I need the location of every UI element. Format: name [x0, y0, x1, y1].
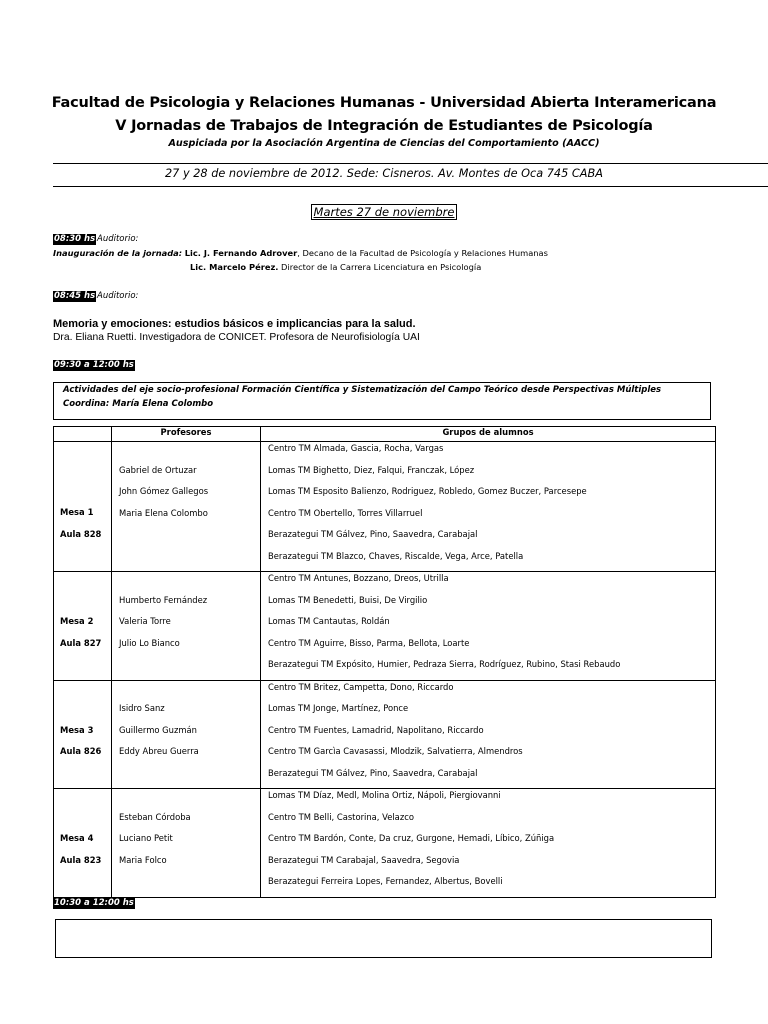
profesores-cell	[112, 572, 261, 681]
day-heading	[0, 203, 768, 221]
grupo-entry: Berazategui Ferreira Lopes, Fernandez, Albertus, Bovelli	[268, 876, 503, 886]
grupo-entry: Berazategui TM Gálvez, Pino, Saavedra, Carabajal	[268, 529, 478, 539]
grupo-entry: Lomas TM Díaz, Medl, Molina Ortiz, Nápoli, Piergiovanni	[268, 790, 501, 800]
grupo-entry: Berazategui TM Gálvez, Pino, Saavedra, Carabajal	[268, 767, 478, 778]
profesores-cell	[112, 680, 261, 789]
profesor-name: Esteban Córdoba	[119, 811, 191, 822]
time-tag-0845: 08:45 hs	[54, 291, 96, 301]
grupo-entry: Lomas TM Benedetti, Buisi, De Virgilio	[268, 594, 428, 605]
aula-label: Aula 826	[60, 746, 102, 756]
grupos-cell	[261, 442, 716, 572]
event-title: V Jornadas de Trabajos de Integración de Estudiantes de Psicología	[115, 118, 653, 134]
top-rule	[53, 163, 768, 164]
grupo-entry: Berazategui TM Expósito, Humier, Pedraza Sierra, Rodríguez, Rubino, Stasi Rebaudo	[268, 659, 621, 669]
faculty-title: Facultad de Psicologia y Relaciones Humanas - Universidad Abierta Interamericana	[51, 95, 717, 111]
mesa-cell	[54, 789, 112, 898]
mesa-cell	[54, 680, 112, 789]
aula-label: Aula 828	[60, 528, 102, 539]
coordinator-line	[63, 399, 213, 409]
header-grupos: Grupos de alumnos	[261, 427, 716, 442]
profesor-name: Julio Lo Bianco	[119, 637, 180, 648]
grupo-entry: Centro TM Bardón, Conte, Da cruz, Gurgone, Hemadi, Líbico, Zúñiga	[268, 833, 555, 843]
grupo-entry: Centro TM Almada, Gascia, Rocha, Vargas	[268, 443, 444, 453]
grupo-entry: Lomas TM Jonge, Martínez, Ponce	[268, 703, 409, 713]
profesores-cell	[112, 789, 261, 898]
activity-description: Actividades del eje socio-profesional Formación Científica y Sistematización del Campo Teórico desde Perspectivas Múltiples	[63, 385, 662, 395]
profesor-name: Luciano Petit	[119, 833, 173, 843]
table-row	[54, 442, 716, 572]
profesor-name: Maria Folco	[119, 854, 167, 865]
table-row	[54, 789, 716, 898]
profesor-name: Guillermo Guzmán	[119, 724, 197, 735]
mesa-cell	[54, 572, 112, 681]
table-row	[54, 680, 716, 789]
profesor-name: Gabriel de Ortuzar	[119, 464, 197, 475]
header-profesores: Profesores	[112, 427, 261, 442]
day-title: Martes 27 de noviembre	[311, 204, 458, 220]
profesor-name: Eddy Abreu Guerra	[119, 746, 199, 756]
schedule-table	[53, 426, 716, 898]
grupo-entry: Berazategui TM Carabajal, Saavedra, Segovia	[268, 854, 460, 865]
table-row	[54, 572, 716, 681]
inauguration-line: Inauguración de la jornada: Lic. J. Fernando Adrover, Decano de la Facultad de Psicología y Relaciones Humanas	[53, 248, 548, 258]
time-tag-1030: 10:30 a 12:00 hs	[54, 898, 134, 908]
profesor-name: John Gómez Gallegos	[119, 486, 209, 496]
inauguration-role-2: Director de la Carrera Licenciatura en Psicología	[278, 262, 482, 272]
profesor-name: Maria Elena Colombo	[119, 507, 208, 518]
inauguration-line-2	[190, 262, 481, 272]
mesa-label: Mesa 1	[60, 507, 94, 517]
table-header-row	[54, 427, 716, 442]
activity-box	[53, 382, 711, 420]
sponsor-line: Auspiciada por la Asociación Argentina de Ciencias del Comportamiento (AACC)	[168, 138, 600, 149]
grupo-entry: Centro TM Britez, Campetta, Dono, Riccardo	[268, 681, 454, 692]
aula-label: Aula 827	[60, 637, 102, 648]
inauguration-name-1: Lic. J. Fernando Adrover	[184, 248, 298, 258]
coordinator-label: Coordina	[63, 399, 106, 409]
speaker-line: Dra. Eliana Ruetti. Investigadora de CONICET. Profesora de Neurofisiología UAI	[53, 332, 420, 343]
date-venue-line: 27 y 28 de noviembre de 2012. Sede: Cisneros. Av. Montes de Oca 745 CABA	[165, 167, 603, 180]
coordinator-name: : María Elena Colombo	[105, 399, 214, 409]
grupo-entry: Lomas TM Esposito Balienzo, Rodriguez, Robledo, Gomez Buczer, Parcesepe	[268, 486, 587, 496]
inauguration-name-2: Lic. Marcelo Pérez.	[190, 262, 279, 272]
grupo-entry: Centro TM Aguirre, Bisso, Parma, Bellota, Loarte	[268, 637, 470, 648]
inauguration-label: Inauguración de la jornada	[53, 248, 179, 258]
mesa-cell	[54, 442, 112, 572]
grupo-entry: Lomas TM Cantautas, Roldán	[268, 616, 390, 626]
inauguration-role-1: , Decano de la Facultad de Psicología y Relaciones Humanas	[297, 248, 548, 258]
aula-label: Aula 823	[60, 854, 102, 865]
profesor-name: Valeria Torre	[119, 616, 171, 626]
time-tag-0830: 08:30 hs	[54, 234, 96, 244]
grupo-entry: Berazategui TM Blazco, Chaves, Riscalde, Vega, Arce, Patella	[268, 550, 524, 561]
grupos-cell	[261, 789, 716, 898]
empty-activity-box	[55, 919, 712, 958]
grupo-entry: Centro TM Obertello, Torres Villarruel	[268, 507, 423, 518]
grupo-entry: Lomas TM Bighetto, Diez, Falqui, Franczak, López	[268, 464, 475, 475]
grupo-entry: Centro TM Antunes, Bozzano, Dreos, Utrilla	[268, 573, 449, 583]
talk-title: Memoria y emociones: estudios básicos e implicancias para la salud.	[53, 318, 416, 330]
time-tag-0930: 09:30 a 12:00 hs	[54, 360, 134, 370]
profesor-name: Humberto Fernández	[119, 594, 208, 605]
grupo-entry: Centro TM Fuentes, Lamadrid, Napolitano, Riccardo	[268, 724, 484, 735]
grupos-cell	[261, 572, 716, 681]
profesores-cell	[112, 442, 261, 572]
mesa-label: Mesa 4	[60, 833, 94, 843]
header-mesa	[54, 427, 112, 442]
place-label-2: Auditorio:	[97, 291, 139, 301]
mesa-label: Mesa 2	[60, 616, 94, 626]
grupo-entry: Centro TM Garcìa Cavasassi, Mlodzik, Salvatierra, Almendros	[268, 746, 523, 756]
bottom-rule	[53, 186, 768, 187]
grupos-cell	[261, 680, 716, 789]
place-label-1: Auditorio:	[97, 234, 139, 244]
profesor-name: Isidro Sanz	[119, 703, 165, 713]
mesa-label: Mesa 3	[60, 724, 94, 735]
grupo-entry: Centro TM Belli, Castorina, Velazco	[268, 811, 414, 822]
